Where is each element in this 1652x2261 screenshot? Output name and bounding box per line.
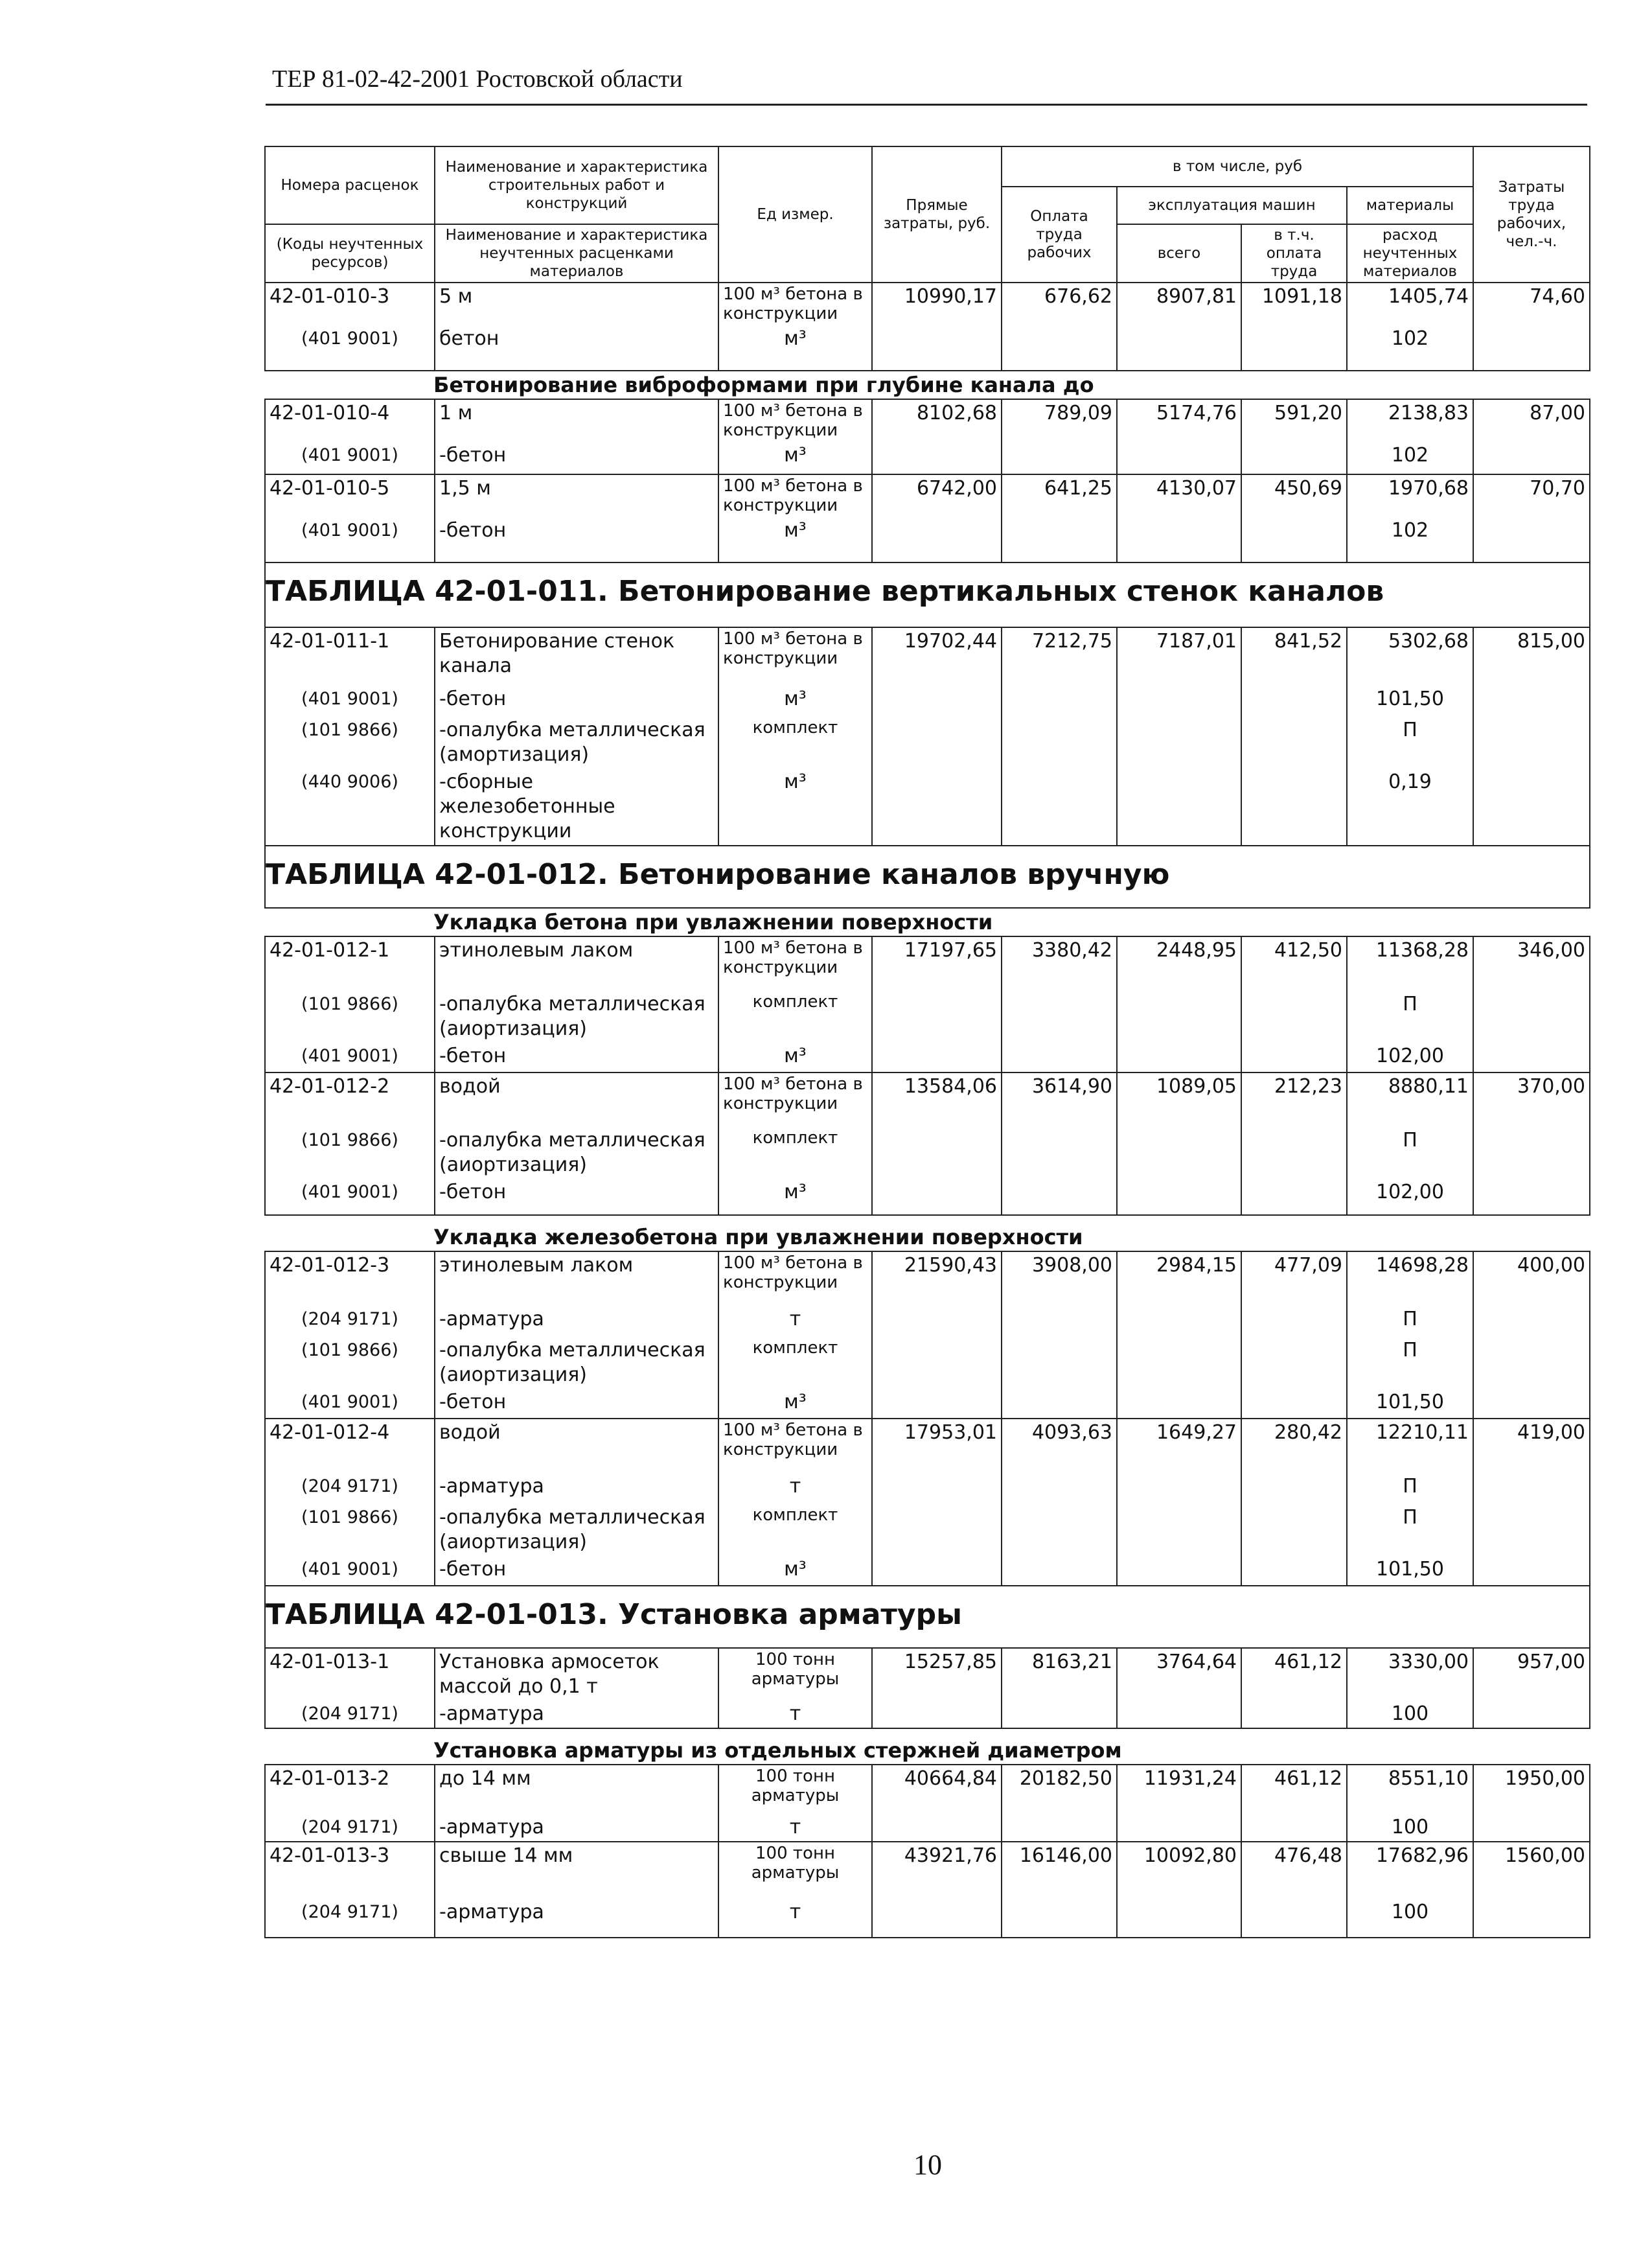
table-row: 42-01-012-3 этинолевым лаком 100 м³ бетона в конструкции 21590,43 3908,00 2984,15 477,09 14698,28 400,00: [265, 1251, 1590, 1306]
header-code: Номера расценок: [265, 146, 435, 224]
table-title: ТАБЛИЦА 42-01-011. Бетонирование вертикальных стенок каналов: [265, 562, 1590, 627]
resource-row: (401 9001) -бетон м³ 101,50: [265, 1389, 1590, 1419]
section-heading: Укладка бетона при увлажнении поверхности: [265, 908, 1590, 936]
table-row: 42-01-010-3 5 м 100 м³ бетона в конструкции 10990,17 676,62 8907,81 1091,18 1405,74 74,60: [265, 283, 1590, 325]
page-number: 10: [913, 2149, 942, 2181]
resource-row: (401 9001) -бетон м³ 101,50: [265, 1556, 1590, 1586]
table-row: 42-01-012-4 водой 100 м³ бетона в конструкции 17953,01 4093,63 1649,27 280,42 12210,11 419,00: [265, 1419, 1590, 1473]
resource-row: (401 9001) -бетон м³ 102: [265, 517, 1590, 562]
resource-row: (401 9001) -бетон м³ 101,50: [265, 686, 1590, 717]
header-unit: Ед измер.: [718, 146, 872, 283]
resource-row: (204 9171) -арматура т 100: [265, 1899, 1590, 1938]
table-row: 42-01-010-4 1 м 100 м³ бетона в конструкции 8102,68 789,09 5174,76 591,20 2138,83 87,00: [265, 399, 1590, 442]
header-including: в том числе, руб: [1002, 146, 1473, 187]
resource-row: (204 9171) -арматура т 100: [265, 1814, 1590, 1842]
resource-row: (204 9171) -арматура т П: [265, 1306, 1590, 1337]
table-title: ТАБЛИЦА 42-01-012. Бетонирование каналов вручную: [265, 846, 1590, 908]
section-heading: Установка арматуры из отдельных стержней диаметром: [265, 1728, 1590, 1765]
resource-row: (401 9001) -бетон м³ 102,00: [265, 1179, 1590, 1215]
header-direct-costs: Прямые затраты, руб.: [872, 146, 1002, 283]
resource-row: (101 9866) -опалубка металлическая (аиортизация) комплект П: [265, 1337, 1590, 1389]
table-row: 42-01-013-1 Установка армосеток массой до 0,1 т 100 тонн арматуры 15257,85 8163,21 3764,64 461,12 3330,00 957,00: [265, 1648, 1590, 1700]
resource-row: (204 9171) -арматура т П: [265, 1473, 1590, 1504]
resource-row: (101 9866) -опалубка металлическая (аиортизация) комплект П: [265, 1127, 1590, 1179]
header-rule: [266, 104, 1587, 106]
table-row: 42-01-010-5 1,5 м 100 м³ бетона в конструкции 6742,00 641,25 4130,07 450,69 1970,68 70,70: [265, 474, 1590, 517]
header-name-sub: Наименование и характеристика неучтенных расценками материалов: [435, 224, 718, 283]
price-table: [264, 146, 1590, 1938]
header-machines-wages: в т.ч. оплата труда: [1241, 224, 1347, 283]
header-materials-sub: расход неучтенных материалов: [1347, 224, 1473, 283]
resource-row: (440 9006) -сборные железобетонные конструкции м³ 0,19: [265, 769, 1590, 846]
resource-row: (101 9866) -опалубка металлическая (амортизация) комплект П: [265, 717, 1590, 769]
header-materials: материалы: [1347, 187, 1473, 224]
price-table-frame: [264, 146, 1585, 2061]
resource-row: (101 9866) -опалубка металлическая (аиортизация) комплект П: [265, 1504, 1590, 1556]
table-title: ТАБЛИЦА 42-01-013. Установка арматуры: [265, 1586, 1590, 1648]
table-row: 42-01-012-2 водой 100 м³ бетона в конструкции 13584,06 3614,90 1089,05 212,23 8880,11 370,00: [265, 1073, 1590, 1127]
table-row: 42-01-012-1 этинолевым лаком 100 м³ бетона в конструкции 17197,65 3380,42 2448,95 412,50 11368,28 346,00: [265, 936, 1590, 991]
document-header: ТЕР 81-02-42-2001 Ростовской области: [272, 65, 683, 93]
resource-row: (401 9001) бетон м³ 102: [265, 325, 1590, 371]
header-code-sub: (Коды неучтенных ресурсов): [265, 224, 435, 283]
header-name: Наименование и характеристика строительных работ и конструкций: [435, 146, 718, 224]
resource-row: (101 9866) -опалубка металлическая (аиортизация) комплект П: [265, 991, 1590, 1043]
header-machines-total: всего: [1117, 224, 1241, 283]
header-wages: Оплата труда рабочих: [1002, 187, 1117, 283]
resource-row: (401 9001) -бетон м³ 102: [265, 442, 1590, 474]
header-labor: Затраты труда рабочих, чел.-ч.: [1473, 146, 1590, 283]
resource-row: (401 9001) -бетон м³ 102,00: [265, 1043, 1590, 1073]
section-heading: Укладка железобетона при увлажнении поверхности: [265, 1215, 1590, 1251]
table-row: 42-01-011-1 Бетонирование стенок канала 100 м³ бетона в конструкции 19702,44 7212,75 7187,01 841,52 5302,68 815,00: [265, 627, 1590, 686]
table-row: 42-01-013-2 до 14 мм 100 тонн арматуры 40664,84 20182,50 11931,24 461,12 8551,10 1950,00: [265, 1765, 1590, 1814]
table-row: 42-01-013-3 свыше 14 мм 100 тонн арматуры 43921,76 16146,00 10092,80 476,48 17682,96 1560,00: [265, 1842, 1590, 1899]
header-machines: эксплуатация машин: [1117, 187, 1347, 224]
section-heading: Бетонирование виброформами при глубине канала до: [265, 371, 1590, 399]
resource-row: (204 9171) -арматура т 100: [265, 1700, 1590, 1728]
